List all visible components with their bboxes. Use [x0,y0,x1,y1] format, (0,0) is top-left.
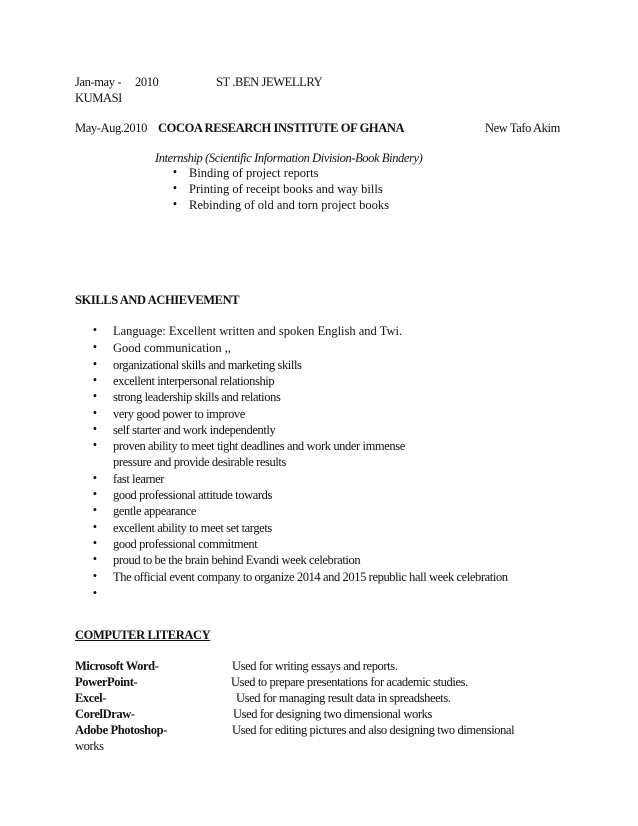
bullet-icon: • [92,340,98,354]
app-description: Used for managing result data in spreadsheets. [236,691,451,705]
job1-date-start: Jan-may - [75,75,122,89]
skill-item: gentle appearance [113,504,197,518]
skill-item: proven ability to meet tight deadlines and work under immense [113,439,405,453]
job2-date: May-Aug.2010 [75,121,147,135]
bullet-icon: • [92,323,98,337]
bullet-icon: • [172,181,178,195]
skill-item: self starter and work independently [113,423,276,437]
job1-employer: ST .BEN JEWELLRY [216,75,323,89]
skill-item: excellent interpersonal relationship [113,374,275,388]
job2-employer: COCOA RESEARCH INSTITUTE OF GHANA [158,121,405,135]
app-description: Used for writing essays and reports. [232,659,398,673]
app-description: Used to prepare presentations for academic studies. [231,675,468,689]
app-name: PowerPoint- [75,675,138,689]
app-name: Microsoft Word- [75,659,159,673]
skill-item: organizational skills and marketing skills [113,358,302,372]
skill-item: very good power to improve [113,407,245,421]
bullet-icon: • [92,586,98,600]
bullet-icon: • [92,503,98,517]
bullet-icon: • [92,357,98,371]
bullet-icon: • [92,373,98,387]
bullet-icon: • [92,552,98,566]
skill-item: good professional attitude towards [113,488,272,502]
bullet-icon: • [92,422,98,436]
job1-date-year: 2010 [135,75,159,89]
app-description: Used for editing pictures and also designing two dimensional [232,723,515,737]
app-description-continuation: works [75,739,104,753]
job2-role: Internship (Scientific Information Division-Book Bindery) [155,151,423,165]
skill-item: good professional commitment [113,537,258,551]
skills-heading: SKILLS AND ACHIEVEMENT [75,293,240,307]
job1-place: KUMASI [75,91,122,105]
bullet-icon: • [172,165,178,179]
bullet-icon: • [92,438,98,452]
bullet-icon: • [92,487,98,501]
app-name: Adobe Photoshop- [75,723,167,737]
skill-item: Language: Excellent written and spoken English and Twi. [113,324,403,338]
skill-item-continuation: pressure and provide desirable results [113,455,286,469]
bullet-icon: • [92,389,98,403]
app-description: Used for designing two dimensional works [233,707,432,721]
bullet-icon: • [172,197,178,211]
computer-literacy-heading: COMPUTER LITERACY [75,628,211,642]
skill-item: Good communication ,, [113,341,232,355]
skill-item: The official event company to organize 2014 and 2015 republic hall week celebration [113,570,508,584]
duty-item: Printing of receipt books and way bills [189,182,383,196]
bullet-icon: • [92,536,98,550]
duty-item: Binding of project reports [189,166,319,180]
bullet-icon: • [92,520,98,534]
bullet-icon: • [92,569,98,583]
job2-location: New Tafo Akim [485,121,560,135]
skill-item: fast learner [113,472,165,486]
app-name: Excel- [75,691,106,705]
skill-item: proud to be the brain behind Evandi week celebration [113,553,361,567]
app-name: CorelDraw- [75,707,135,721]
bullet-icon: • [92,471,98,485]
skill-item: excellent ability to meet set targets [113,521,272,535]
skill-item: strong leadership skills and relations [113,390,281,404]
bullet-icon: • [92,406,98,420]
duty-item: Rebinding of old and torn project books [189,198,389,212]
